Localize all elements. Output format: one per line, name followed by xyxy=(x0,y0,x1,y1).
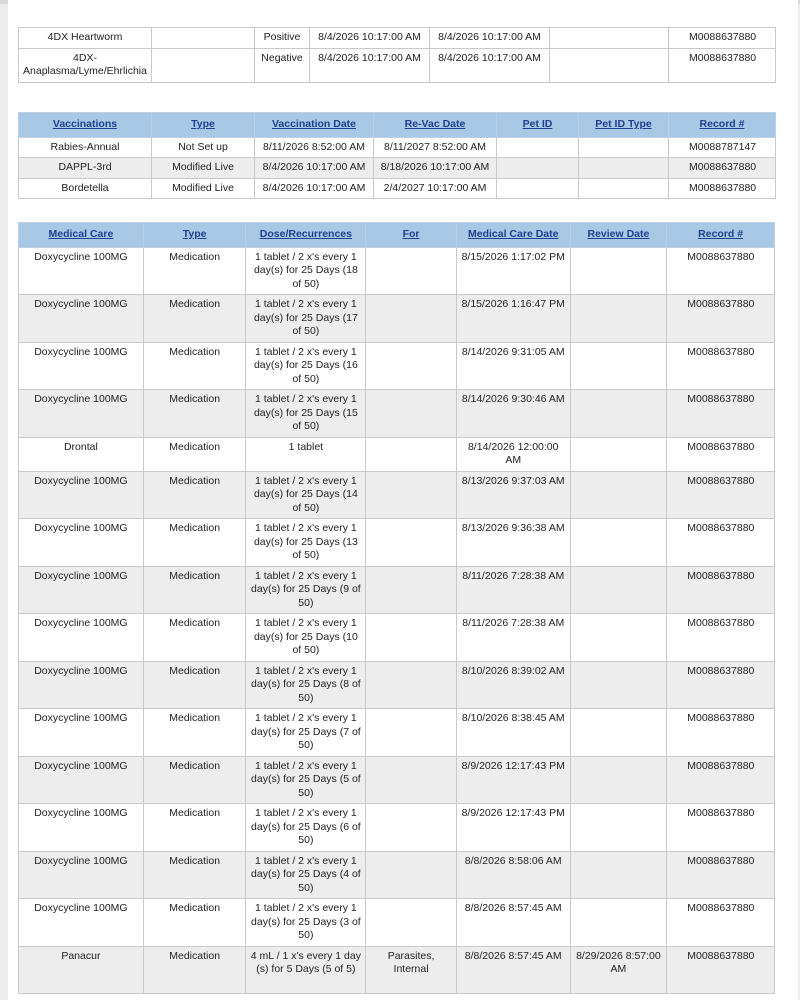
test-result-cell: Negative xyxy=(255,48,310,82)
test-name-cell: 4DX Heartworm xyxy=(19,28,152,49)
for-cell: Parasites, Internal xyxy=(366,946,457,993)
medical-care-date-cell: 8/14/2026 9:31:05 AM xyxy=(456,342,570,390)
table-row xyxy=(19,390,775,438)
medical-care-date-cell: 8/8/2026 8:58:06 AM xyxy=(456,851,570,899)
medical-care-name-cell: Doxycycline 100MG xyxy=(19,614,144,662)
table-row xyxy=(19,178,776,199)
dose-cell: 1 tablet / 2 x's every 1 day(s) for 25 Days (14 of 50) xyxy=(246,471,366,519)
table-row xyxy=(19,295,775,343)
medical-care-name-cell: Doxycycline 100MG xyxy=(19,247,144,295)
col-type[interactable]: Type xyxy=(152,113,255,138)
dose-cell: 1 tablet / 2 x's every 1 day(s) for 25 Days (6 of 50) xyxy=(246,804,366,852)
table-row xyxy=(19,437,775,471)
medical-care-name-cell: Doxycycline 100MG xyxy=(19,566,144,614)
medical-care-date-cell: 8/13/2026 9:37:03 AM xyxy=(456,471,570,519)
test-result-cell: Positive xyxy=(255,28,310,49)
dose-cell: 1 tablet / 2 x's every 1 day(s) for 25 Days (5 of 50) xyxy=(246,756,366,804)
col-review-date[interactable]: Review Date xyxy=(570,223,667,248)
medical-care-date-cell: 8/10/2026 8:39:02 AM xyxy=(456,661,570,709)
medical-care-date-cell: 8/13/2026 9:36:38 AM xyxy=(456,519,570,567)
vaccination-type-cell: Not Set up xyxy=(152,137,255,158)
table-row xyxy=(19,137,776,158)
dose-cell: 1 tablet / 2 x's every 1 day(s) for 25 Days (15 of 50) xyxy=(246,390,366,438)
medical-care-type-cell: Medication xyxy=(143,709,246,757)
medical-care-date-cell: 8/8/2026 8:57:45 AM xyxy=(456,899,570,947)
review-date-cell xyxy=(570,661,667,709)
test-date-cell: 8/4/2026 10:17:00 AM xyxy=(430,48,550,82)
medical-care-type-cell: Medication xyxy=(143,756,246,804)
medical-care-name-cell: Doxycycline 100MG xyxy=(19,661,144,709)
review-date-cell xyxy=(570,851,667,899)
for-cell xyxy=(366,471,457,519)
col-dose-recurrences[interactable]: Dose/Recurrences xyxy=(246,223,366,248)
medical-care-name-cell: Doxycycline 100MG xyxy=(19,390,144,438)
review-date-cell xyxy=(570,804,667,852)
record-number-cell: M0088637880 xyxy=(667,471,775,519)
record-number-cell: M0088637880 xyxy=(667,661,775,709)
table-row xyxy=(19,566,775,614)
for-cell xyxy=(366,247,457,295)
record-number-cell: M0088637880 xyxy=(667,566,775,614)
revac-date-cell: 2/4/2027 10:17:00 AM xyxy=(374,178,497,199)
record-number-cell: M0088637880 xyxy=(667,709,775,757)
pet-id-type-cell xyxy=(579,158,669,179)
col-vaccination-date[interactable]: Vaccination Date xyxy=(255,113,374,138)
revac-date-cell: 8/18/2026 10:17:00 AM xyxy=(374,158,497,179)
table-row xyxy=(19,804,775,852)
record-number-cell: M0088637880 xyxy=(669,158,776,179)
medical-care-type-cell: Medication xyxy=(143,437,246,471)
medical-care-name-cell: Doxycycline 100MG xyxy=(19,471,144,519)
vaccination-name-cell: Rabies-Annual xyxy=(19,137,152,158)
vaccinations-body xyxy=(19,137,776,199)
medical-care-type-cell: Medication xyxy=(143,661,246,709)
vaccination-name-cell: DAPPL-3rd xyxy=(19,158,152,179)
table-row xyxy=(19,471,775,519)
table-row xyxy=(19,519,775,567)
dose-cell: 1 tablet / 2 x's every 1 day(s) for 25 Days (7 of 50) xyxy=(246,709,366,757)
medical-care-name-cell: Doxycycline 100MG xyxy=(19,756,144,804)
review-date-cell xyxy=(570,566,667,614)
for-cell xyxy=(366,295,457,343)
for-cell xyxy=(366,709,457,757)
record-number-cell: M0088637880 xyxy=(669,28,776,49)
medical-care-type-cell: Medication xyxy=(143,946,246,993)
table-row xyxy=(19,899,775,947)
medical-care-header-row xyxy=(19,223,775,248)
for-cell xyxy=(366,437,457,471)
medical-care-date-cell: 8/15/2026 1:17:02 PM xyxy=(456,247,570,295)
table-row xyxy=(19,158,776,179)
medical-care-name-cell: Panacur xyxy=(19,946,144,993)
medical-care-name-cell: Doxycycline 100MG xyxy=(19,342,144,390)
table-row xyxy=(19,614,775,662)
review-date-cell xyxy=(570,295,667,343)
record-page xyxy=(8,0,798,1000)
review-date-cell xyxy=(570,437,667,471)
vaccination-type-cell: Modified Live xyxy=(152,158,255,179)
table-row xyxy=(19,247,775,295)
medical-care-type-cell: Medication xyxy=(143,566,246,614)
review-date-cell xyxy=(570,614,667,662)
table-row xyxy=(19,756,775,804)
test-date-cell: 8/4/2026 10:17:00 AM xyxy=(430,28,550,49)
record-number-cell: M0088637880 xyxy=(667,295,775,343)
col-pet-id[interactable]: Pet ID xyxy=(497,113,579,138)
pet-id-cell xyxy=(497,158,579,179)
for-cell xyxy=(366,519,457,567)
dose-cell: 1 tablet / 2 x's every 1 day(s) for 25 Days (10 of 50) xyxy=(246,614,366,662)
for-cell xyxy=(366,661,457,709)
review-date-cell xyxy=(570,390,667,438)
review-date-cell xyxy=(570,709,667,757)
medical-care-name-cell: Doxycycline 100MG xyxy=(19,804,144,852)
vaccination-date-cell: 8/11/2026 8:52:00 AM xyxy=(255,137,374,158)
record-number-cell: M0088637880 xyxy=(669,48,776,82)
dose-cell: 1 tablet xyxy=(246,437,366,471)
for-cell xyxy=(366,804,457,852)
medical-care-name-cell: Drontal xyxy=(19,437,144,471)
record-number-cell: M0088637880 xyxy=(667,946,775,993)
table-row xyxy=(19,709,775,757)
record-number-cell: M0088637880 xyxy=(667,614,775,662)
dose-cell: 1 tablet / 2 x's every 1 day(s) for 25 Days (13 of 50) xyxy=(246,519,366,567)
review-date-cell xyxy=(570,519,667,567)
medical-care-date-cell: 8/14/2026 12:00:00 AM xyxy=(456,437,570,471)
for-cell xyxy=(366,342,457,390)
dose-cell: 1 tablet / 2 x's every 1 day(s) for 25 Days (3 of 50) xyxy=(246,899,366,947)
medical-care-date-cell: 8/15/2026 1:16:47 PM xyxy=(456,295,570,343)
empty-cell xyxy=(550,48,669,82)
medical-care-type-cell: Medication xyxy=(143,342,246,390)
revac-date-cell: 8/11/2027 8:52:00 AM xyxy=(374,137,497,158)
review-date-cell xyxy=(570,247,667,295)
for-cell xyxy=(366,851,457,899)
table-row xyxy=(19,851,775,899)
table-row xyxy=(19,48,776,82)
medical-care-date-cell: 8/11/2026 7:28:38 AM xyxy=(456,614,570,662)
record-number-cell: M0088637880 xyxy=(667,390,775,438)
vaccination-date-cell: 8/4/2026 10:17:00 AM xyxy=(255,178,374,199)
record-number-cell: M0088637880 xyxy=(667,247,775,295)
empty-cell xyxy=(550,28,669,49)
record-number-cell: M0088637880 xyxy=(667,899,775,947)
record-number-cell: M0088637880 xyxy=(667,804,775,852)
lab-tests-table xyxy=(18,27,776,83)
table-row xyxy=(19,342,775,390)
table-row xyxy=(19,946,775,993)
lab-tests-body xyxy=(19,28,776,83)
dose-cell: 1 tablet / 2 x's every 1 day(s) for 25 Days (18 of 50) xyxy=(246,247,366,295)
medical-care-date-cell: 8/8/2026 8:57:45 AM xyxy=(456,946,570,993)
col-revac-date[interactable]: Re-Vac Date xyxy=(374,113,497,138)
medical-care-type-cell: Medication xyxy=(143,899,246,947)
pet-id-type-cell xyxy=(579,178,669,199)
test-date-cell: 8/4/2026 10:17:00 AM xyxy=(310,48,430,82)
medical-care-name-cell: Doxycycline 100MG xyxy=(19,709,144,757)
col-type[interactable]: Type xyxy=(143,223,246,248)
vaccinations-table xyxy=(18,112,776,199)
pet-id-cell xyxy=(497,178,579,199)
medical-care-type-cell: Medication xyxy=(143,390,246,438)
record-number-cell: M0088637880 xyxy=(669,178,776,199)
dose-cell: 1 tablet / 2 x's every 1 day(s) for 25 Days (17 of 50) xyxy=(246,295,366,343)
for-cell xyxy=(366,756,457,804)
pet-id-type-cell xyxy=(579,137,669,158)
pet-id-cell xyxy=(497,137,579,158)
medical-care-type-cell: Medication xyxy=(143,804,246,852)
review-date-cell xyxy=(570,899,667,947)
medical-care-date-cell: 8/10/2026 8:38:45 AM xyxy=(456,709,570,757)
review-date-cell xyxy=(570,342,667,390)
vaccination-type-cell: Modified Live xyxy=(152,178,255,199)
empty-cell xyxy=(152,48,255,82)
medical-care-date-cell: 8/9/2026 12:17:43 PM xyxy=(456,756,570,804)
medical-care-type-cell: Medication xyxy=(143,851,246,899)
medical-care-name-cell: Doxycycline 100MG xyxy=(19,899,144,947)
medical-care-type-cell: Medication xyxy=(143,471,246,519)
medical-care-body xyxy=(19,247,775,993)
medical-care-date-cell: 8/14/2026 9:30:46 AM xyxy=(456,390,570,438)
test-date-cell: 8/4/2026 10:17:00 AM xyxy=(310,28,430,49)
record-number-cell: M0088637880 xyxy=(667,437,775,471)
dose-cell: 1 tablet / 2 x's every 1 day(s) for 25 Days (8 of 50) xyxy=(246,661,366,709)
review-date-cell xyxy=(570,756,667,804)
for-cell xyxy=(366,566,457,614)
col-for[interactable]: For xyxy=(366,223,457,248)
empty-cell xyxy=(152,28,255,49)
medical-care-type-cell: Medication xyxy=(143,247,246,295)
vaccination-date-cell: 8/4/2026 10:17:00 AM xyxy=(255,158,374,179)
dose-cell: 4 mL / 1 x's every 1 day (s) for 5 Days (5 of 5) xyxy=(246,946,366,993)
medical-care-type-cell: Medication xyxy=(143,614,246,662)
dose-cell: 1 tablet / 2 x's every 1 day(s) for 25 Days (16 of 50) xyxy=(246,342,366,390)
medical-care-name-cell: Doxycycline 100MG xyxy=(19,295,144,343)
col-medical-care-date[interactable]: Medical Care Date xyxy=(456,223,570,248)
medical-care-table xyxy=(18,222,775,994)
col-medical-care[interactable]: Medical Care xyxy=(19,223,144,248)
dose-cell: 1 tablet / 2 x's every 1 day(s) for 25 Days (9 of 50) xyxy=(246,566,366,614)
record-number-cell: M0088637880 xyxy=(667,756,775,804)
record-number-cell: M0088787147 xyxy=(669,137,776,158)
medical-care-name-cell: Doxycycline 100MG xyxy=(19,519,144,567)
col-vaccinations[interactable]: Vaccinations xyxy=(19,113,152,138)
medical-care-type-cell: Medication xyxy=(143,519,246,567)
dose-cell: 1 tablet / 2 x's every 1 day(s) for 25 Days (4 of 50) xyxy=(246,851,366,899)
col-record-number[interactable]: Record # xyxy=(667,223,775,248)
test-name-cell: 4DX-Anaplasma/Lyme/Ehrlichia xyxy=(19,48,152,82)
medical-care-date-cell: 8/9/2026 12:17:43 PM xyxy=(456,804,570,852)
for-cell xyxy=(366,390,457,438)
for-cell xyxy=(366,899,457,947)
record-number-cell: M0088637880 xyxy=(667,851,775,899)
for-cell xyxy=(366,614,457,662)
medical-care-type-cell: Medication xyxy=(143,295,246,343)
medical-care-name-cell: Doxycycline 100MG xyxy=(19,851,144,899)
vaccination-name-cell: Bordetella xyxy=(19,178,152,199)
col-record-number[interactable]: Record # xyxy=(669,113,776,138)
review-date-cell xyxy=(570,471,667,519)
review-date-cell: 8/29/2026 8:57:00 AM xyxy=(570,946,667,993)
col-pet-id-type[interactable]: Pet ID Type xyxy=(579,113,669,138)
medical-care-date-cell: 8/11/2026 7:28:38 AM xyxy=(456,566,570,614)
table-row xyxy=(19,28,776,49)
record-number-cell: M0088637880 xyxy=(667,519,775,567)
vaccinations-header-row xyxy=(19,113,776,138)
table-row xyxy=(19,661,775,709)
record-number-cell: M0088637880 xyxy=(667,342,775,390)
